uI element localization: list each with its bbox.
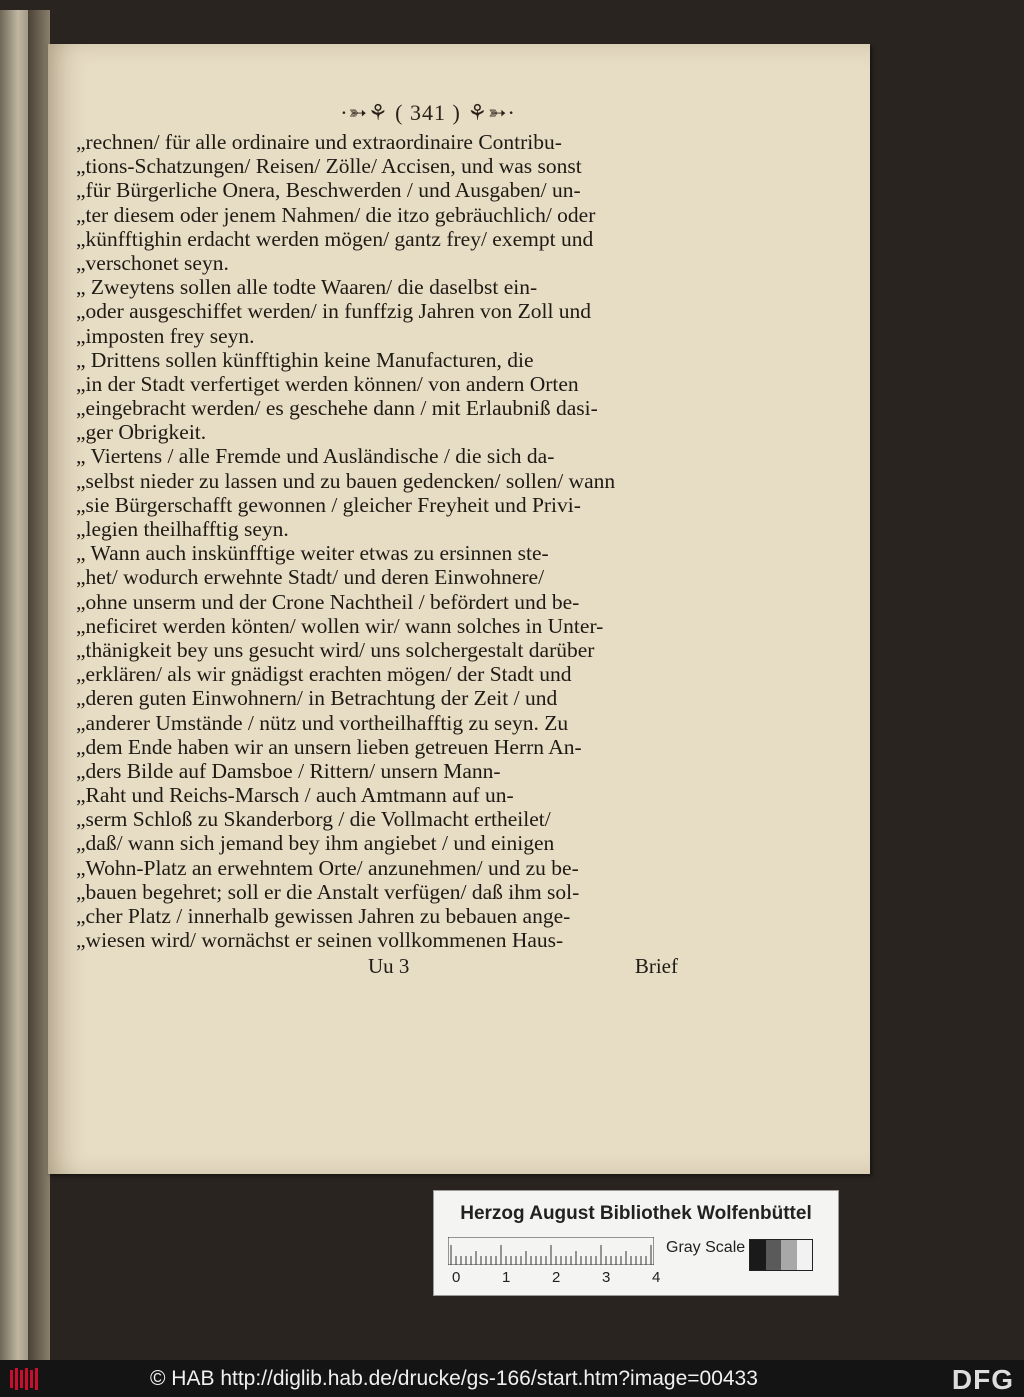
- text-line: „imposten frey seyn.: [76, 323, 255, 348]
- adjacent-page-edge: [0, 10, 30, 1360]
- text-line: „rechnen/ für alle ordinaire und extraordinaire Contribu-: [76, 130, 562, 154]
- text-line: „in der Stadt verfertiget werden können/ von andern Orten: [76, 371, 579, 396]
- book-gutter: [28, 10, 50, 1360]
- hab-logo-icon: [8, 1366, 40, 1392]
- gray-swatch: [797, 1240, 813, 1270]
- document-page: [48, 44, 870, 1174]
- text-line: „für Bürgerliche Onera, Beschwerden / und Ausgaben/ un-: [76, 178, 581, 203]
- gray-swatch: [750, 1240, 766, 1270]
- dfg-logo: DFG: [951, 1364, 1014, 1395]
- text-line: „ Wann auch inskünfftige weiter etwas zu ersinnen ste-: [76, 541, 549, 566]
- copyright-link[interactable]: © HAB http://diglib.hab.de/drucke/gs-166/start.htm?image=00433: [150, 1367, 758, 1390]
- ruler-number: 4: [652, 1269, 661, 1286]
- gray-scale-label: Gray Scale: [666, 1239, 746, 1256]
- text-line: „oder ausgeschiffet werden/ in funffzig Jahren von Zoll und: [76, 299, 592, 324]
- text-line: „anderer Umstände / nütz und vortheilhafftig zu seyn. Zu: [76, 710, 569, 735]
- bleed-through-marks: [718, 294, 768, 814]
- ruler-number: 0: [452, 1269, 461, 1286]
- gray-swatch: [766, 1240, 782, 1270]
- text-line: „bauen begehret; soll er die Anstalt verfügen/ daß ihm sol-: [76, 879, 580, 904]
- text-line: „künfftighin erdacht werden mögen/ gantz frey/ exempt und: [76, 226, 594, 251]
- gray-scale-swatch: [749, 1239, 813, 1271]
- ruler-icon: [448, 1237, 654, 1265]
- footer-bar: [0, 1360, 1024, 1397]
- text-line: „sie Bürgerschafft gewonnen / gleicher Freyheit und Privi-: [76, 492, 581, 517]
- text-line: „serm Schloß zu Skanderborg / die Vollmacht ertheilet/: [76, 807, 551, 832]
- text-line: „ Zweytens sollen alle todte Waaren/ die daselbst ein-: [76, 275, 538, 300]
- text-line: „thänigkeit bey uns gesucht wird/ uns solchergestalt darüber: [76, 637, 595, 662]
- text-line: „het/ wodurch erwehnte Stadt/ und deren Einwohnere/: [76, 565, 545, 590]
- text-line: „selbst nieder zu lassen und zu bauen gedencken/ sollen/ wann: [76, 468, 616, 493]
- text-line: „neficiret werden könten/ wollen wir/ wann solches in Unter-: [76, 613, 604, 638]
- text-line: „Raht und Reichs-Marsch / auch Amtmann auf un-: [76, 783, 514, 808]
- ruler-number: 2: [552, 1269, 561, 1286]
- color-reference-card: [433, 1190, 839, 1296]
- text-line: „Wohn-Platz an erwehntem Orte/ anzunehmen/ und zu be-: [76, 855, 579, 880]
- text-line: „ger Obrigkeit.: [76, 420, 207, 445]
- text-line: „deren guten Einwohnern/ in Betrachtung der Zeit / und: [76, 686, 558, 711]
- ruler-number: 3: [602, 1269, 611, 1286]
- text-line: „tions-Schatzungen/ Reisen/ Zölle/ Accisen, und was sonst: [76, 154, 582, 179]
- card-title: Herzog August Bibliothek Wolfenbüttel: [460, 1203, 812, 1224]
- text-line: „ders Bilde auf Damsboe / Rittern/ unsern Mann-: [76, 758, 501, 783]
- text-line: „ Viertens / alle Fremde und Ausländische / die sich da-: [76, 444, 555, 469]
- catchword: Brief: [634, 954, 678, 978]
- text-line: „ter diesem oder jenem Nahmen/ die itzo gebräuchlich/ oder: [76, 202, 596, 227]
- text-line: „wiesen wird/ wornächst er seinen vollkommenen Haus-: [76, 928, 564, 953]
- ruler-number: 1: [502, 1269, 511, 1286]
- text-line: „cher Platz / innerhalb gewissen Jahren zu bebauen ange-: [76, 904, 571, 928]
- text-line: „erklären/ als wir gnädigst erachten mögen/ der Stadt und: [76, 662, 572, 687]
- text-line: „ Drittens sollen künfftighin keine Manufacturen, die: [76, 347, 534, 372]
- text-line: „eingebracht werden/ es geschehe dann / mit Erlaubniß dasi-: [76, 396, 598, 421]
- text-line: „verschonet seyn.: [76, 250, 229, 275]
- signature-mark: Uu 3: [368, 954, 410, 978]
- gray-swatch: [781, 1240, 797, 1270]
- text-line: „ohne unserm und der Crone Nachtheil / befördert und be-: [76, 589, 580, 614]
- body-text: [76, 130, 676, 952]
- text-line: „daß/ wann sich jemand bey ihm angiebet / und einigen: [76, 831, 555, 856]
- text-line: „dem Ende haben wir an unsern lieben getreuen Herrn An-: [76, 734, 582, 759]
- page-header: ·➳⚘ ( 341 ) ⚘➳·: [340, 100, 516, 125]
- text-line: „legien theilhafftig seyn.: [76, 517, 289, 541]
